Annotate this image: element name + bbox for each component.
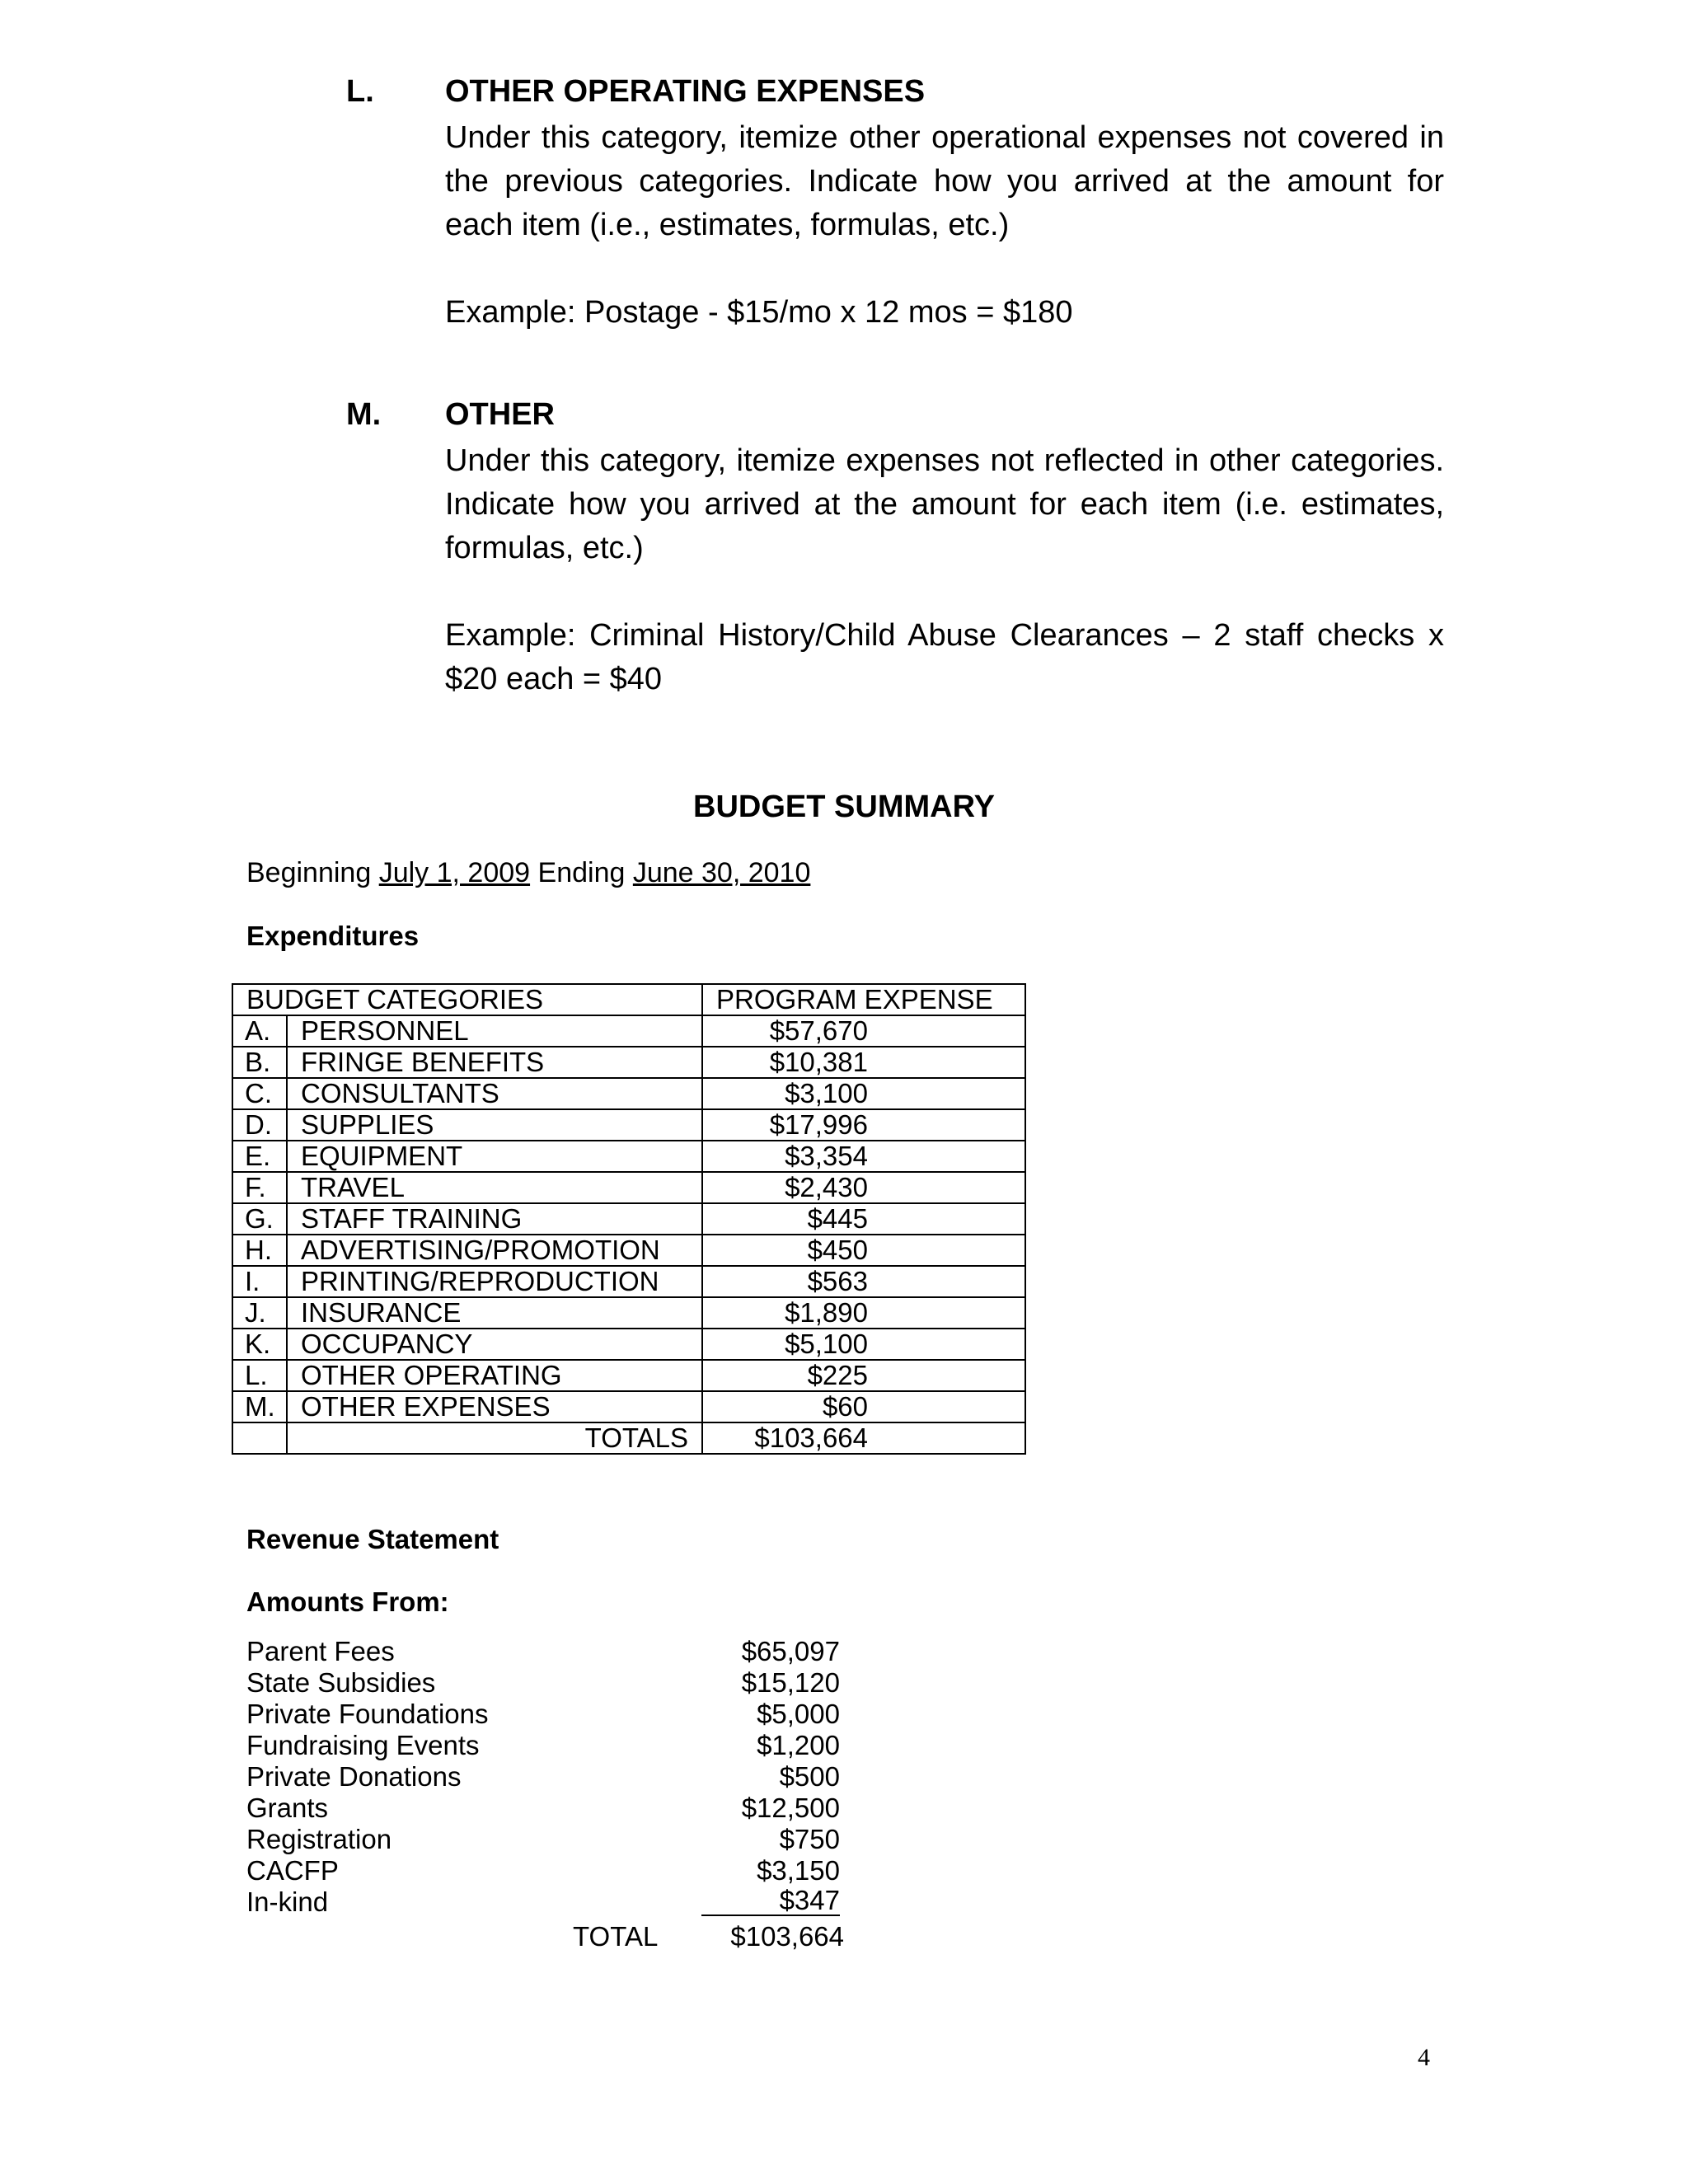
list-item: [246, 1824, 840, 1855]
budget-summary-title: BUDGET SUMMARY: [693, 790, 995, 824]
revenue-amount: $5,000: [757, 1699, 840, 1729]
table-row: [232, 1047, 1025, 1078]
section-example: Example: Criminal History/Child Abuse Clearances – 2 staff checks x $20 each = $40: [445, 618, 1444, 696]
row-amount: $3,100: [702, 1078, 1025, 1109]
section-m: [346, 397, 1444, 701]
table-row: [232, 1360, 1025, 1391]
row-category: OTHER EXPENSES: [287, 1391, 702, 1422]
row-letter: B.: [232, 1047, 287, 1078]
table-row: [232, 1172, 1025, 1203]
beginning-label: Beginning: [246, 857, 372, 888]
list-item: [246, 1761, 840, 1793]
section-l: [346, 74, 1444, 335]
row-amount: $5,100: [702, 1329, 1025, 1360]
table-row: [232, 1297, 1025, 1329]
table-row: [232, 1329, 1025, 1360]
totals-amount: $103,664: [702, 1422, 1025, 1454]
section-body: Under this category, itemize other operational expenses not covered in the previous categories. Indicate how you arrived at the amount for each item (i.e., estimates, formulas, etc.): [445, 120, 1444, 242]
revenue-amount: $500: [779, 1761, 840, 1792]
row-amount: $563: [702, 1266, 1025, 1297]
amounts-from-label: Amounts From:: [246, 1586, 449, 1617]
table-row: [232, 1203, 1025, 1235]
list-item: [246, 1730, 840, 1761]
revenue-total-row: [246, 1920, 844, 1953]
row-letter: L.: [232, 1360, 287, 1391]
revenue-list: [246, 1636, 840, 1918]
page-number: 4: [1418, 2044, 1430, 2071]
row-category: SUPPLIES: [287, 1109, 702, 1141]
row-letter: C.: [232, 1078, 287, 1109]
row-category: FRINGE BENEFITS: [287, 1047, 702, 1078]
budget-period: [246, 857, 810, 889]
table-row: [232, 1235, 1025, 1266]
row-letter: H.: [232, 1235, 287, 1266]
section-letter: L.: [346, 74, 374, 109]
row-category: STAFF TRAINING: [287, 1203, 702, 1235]
row-category: OTHER OPERATING: [287, 1360, 702, 1391]
row-amount: $60: [702, 1391, 1025, 1422]
row-letter: M.: [232, 1391, 287, 1422]
budget-table: [232, 983, 1026, 1455]
revenue-total-amount: $103,664: [730, 1921, 844, 1952]
row-letter: A.: [232, 1015, 287, 1047]
row-letter: F.: [232, 1172, 287, 1203]
revenue-amount: $15,120: [741, 1667, 840, 1698]
row-amount: $3,354: [702, 1141, 1025, 1172]
row-letter: D.: [232, 1109, 287, 1141]
revenue-statement-label: Revenue Statement: [246, 1524, 499, 1554]
revenue-amount: $347: [701, 1886, 840, 1916]
section-title: OTHER OPERATING EXPENSES: [445, 74, 926, 109]
revenue-source: CACFP: [246, 1855, 339, 1886]
totals-empty-cell: [232, 1422, 287, 1454]
expenditures-label: Expenditures: [246, 921, 420, 951]
section-body: Under this category, itemize expenses not reflected in other categories. Indicate how you arrived at the amount for each item (i.e. estimates, formulas, etc.): [445, 443, 1444, 565]
row-amount: $1,890: [702, 1297, 1025, 1329]
row-amount: $445: [702, 1203, 1025, 1235]
table-row: [232, 1391, 1025, 1422]
row-category: TRAVEL: [287, 1172, 702, 1203]
revenue-source: Registration: [246, 1824, 392, 1854]
list-item: [246, 1636, 840, 1667]
row-category: CONSULTANTS: [287, 1078, 702, 1109]
row-amount: $57,670: [702, 1015, 1025, 1047]
row-letter: J.: [232, 1297, 287, 1329]
revenue-total-label: TOTAL: [573, 1921, 659, 1952]
row-amount: $225: [702, 1360, 1025, 1391]
list-item: [246, 1886, 840, 1918]
ending-label: Ending: [537, 857, 626, 888]
row-letter: I.: [232, 1266, 287, 1297]
revenue-source: State Subsidies: [246, 1667, 436, 1698]
beginning-date: July 1, 2009: [378, 857, 531, 888]
list-item: [246, 1855, 840, 1886]
revenue-source: Private Foundations: [246, 1699, 489, 1729]
row-category: INSURANCE: [287, 1297, 702, 1329]
row-amount: $10,381: [702, 1047, 1025, 1078]
revenue-amount: $1,200: [757, 1730, 840, 1760]
row-category: PRINTING/REPRODUCTION: [287, 1266, 702, 1297]
revenue-source: Parent Fees: [246, 1636, 395, 1666]
table-row: [232, 1109, 1025, 1141]
list-item: [246, 1793, 840, 1824]
list-item: [246, 1699, 840, 1730]
revenue-source: Private Donations: [246, 1761, 462, 1792]
row-category: EQUIPMENT: [287, 1141, 702, 1172]
table-row: [232, 1078, 1025, 1109]
header-program-expense: PROGRAM EXPENSE: [702, 984, 1025, 1015]
row-category: OCCUPANCY: [287, 1329, 702, 1360]
row-category: ADVERTISING/PROMOTION: [287, 1235, 702, 1266]
row-amount: $2,430: [702, 1172, 1025, 1203]
revenue-amount: $750: [779, 1824, 840, 1854]
revenue-source: In-kind: [246, 1886, 329, 1917]
totals-label: TOTALS: [287, 1422, 702, 1454]
table-header-row: [232, 984, 1025, 1015]
row-letter: G.: [232, 1203, 287, 1235]
table-row: [232, 1015, 1025, 1047]
section-example: Example: Postage - $15/mo x 12 mos = $180: [445, 295, 1073, 330]
row-amount: $450: [702, 1235, 1025, 1266]
revenue-amount: $65,097: [741, 1636, 840, 1666]
revenue-source: Fundraising Events: [246, 1730, 480, 1760]
revenue-source: Grants: [246, 1793, 329, 1823]
section-title: OTHER: [445, 397, 555, 432]
revenue-amount: $12,500: [741, 1793, 840, 1823]
header-budget-categories: BUDGET CATEGORIES: [232, 984, 702, 1015]
section-letter: M.: [346, 397, 382, 432]
revenue-amount: $3,150: [757, 1855, 840, 1886]
table-row: [232, 1141, 1025, 1172]
ending-date: June 30, 2010: [632, 857, 811, 888]
row-category: PERSONNEL: [287, 1015, 702, 1047]
row-letter: E.: [232, 1141, 287, 1172]
table-row: [232, 1266, 1025, 1297]
totals-row: [232, 1422, 1025, 1454]
row-amount: $17,996: [702, 1109, 1025, 1141]
list-item: [246, 1667, 840, 1699]
row-letter: K.: [232, 1329, 287, 1360]
